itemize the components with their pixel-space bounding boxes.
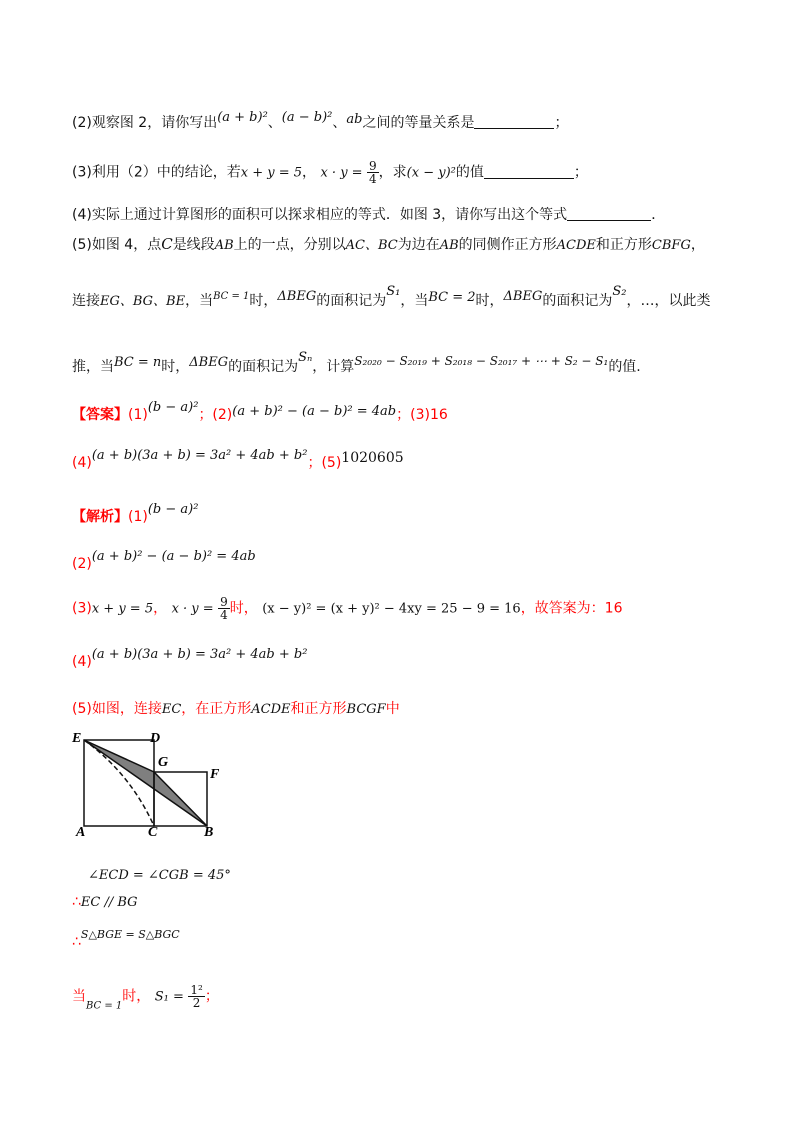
answer-line-1: [72, 400, 448, 424]
q5-bc-n: BC = n: [114, 355, 162, 370]
q5-text-2g: 的面积记为: [542, 293, 613, 309]
q2-lead: (2)观察图 2，请你写出: [72, 115, 218, 131]
q2-tail: 之间的等量关系是: [362, 115, 475, 131]
q5-sum-expression: S₂₀₂₀ − S₂₀₁₉ + S₂₀₁₈ − S₂₀₁₇ + ⋯ + S₂ − S₁: [354, 354, 609, 368]
q2-expr1: (a + b)²: [217, 110, 268, 125]
analysis-part-1: (1): [128, 509, 148, 525]
geometry-figure: [70, 728, 230, 838]
analysis-acde: ACDE: [251, 702, 291, 717]
s1-frac-num: 1²: [190, 983, 203, 997]
analysis-result: ，故答案为：16: [520, 600, 623, 617]
label-b: B: [204, 825, 214, 838]
answer-part-1: (1): [128, 407, 148, 423]
analysis-line-1: [72, 502, 198, 526]
q2-expr2: (a − b)²: [281, 110, 333, 125]
analysis-part-3: (3): [72, 600, 92, 617]
dashed-ec: [84, 740, 154, 826]
q5-s1: S₁: [386, 284, 401, 299]
analysis-cond-2: x · y =: [171, 601, 214, 617]
q2-end: ；: [554, 115, 569, 131]
answer-tag: 【答案】: [72, 407, 128, 423]
analysis-expr-4: (a + b)(3a + b) = 3a² + 4ab + b²: [91, 647, 308, 662]
analysis-tag: 【解析】: [72, 509, 128, 525]
answer-expr-1: (b − a)²: [147, 400, 199, 415]
analysis-calc: (x − y)² = (x + y)² − 4xy = 25 − 9 = 16: [262, 601, 521, 617]
s1-end: ；: [204, 988, 219, 1005]
q5-square-cbfg: CBFG: [651, 238, 691, 253]
triangle-beg: [84, 740, 207, 826]
q3-cond1: x + y = 5: [240, 165, 303, 181]
q3-lead: (3)利用（2）中的结论，若: [72, 164, 241, 181]
analysis-part-4: (4): [72, 654, 92, 670]
q3-mid: ，求: [378, 164, 407, 181]
answer-part-4: (4): [72, 455, 92, 471]
label-d: D: [150, 731, 161, 746]
analysis-line-4: [72, 646, 307, 670]
q5-text-3d: ，计算: [312, 359, 355, 375]
analysis-5-text-a: (5)如图，连接: [72, 701, 162, 717]
q5-text-1f: 和正方形: [595, 237, 652, 253]
analysis-5-text-c: 和正方形: [290, 701, 347, 717]
when-text-b: 时，: [122, 988, 151, 1005]
q3-expr: (x − y)²: [406, 165, 456, 181]
angle-equation: ∠ECD = ∠CGB = 45°: [88, 868, 231, 883]
analysis-line-3: [72, 596, 623, 621]
q5-text-1a: (5)如图 4，点: [72, 237, 162, 253]
label-g: G: [158, 755, 169, 770]
q4-end: ．: [651, 207, 666, 223]
q2-sep2: 、: [332, 115, 347, 131]
analysis-expr-1: (b − a)²: [147, 502, 199, 517]
answer-blank-3[interactable]: [484, 164, 574, 179]
answer-blank-4[interactable]: [567, 206, 651, 221]
analysis-expr-2: (a + b)² − (a − b)² = 4ab: [91, 549, 256, 564]
analysis-line-5: [72, 698, 400, 718]
analysis-line-2: [72, 548, 256, 572]
q3-comma: ，: [302, 164, 317, 181]
analysis-cond-sep: ，: [153, 600, 168, 617]
when-text-a: 当: [72, 988, 86, 1005]
q5-text-1e: 的同侧作正方形: [458, 237, 557, 253]
question-5-line-3: [72, 350, 641, 376]
s1-fraction: [188, 984, 204, 1009]
answer-sep-2: ；(3)16: [396, 407, 448, 423]
s1-line: [72, 984, 219, 1012]
q4-text: (4)实际上通过计算图形的面积可以探求相应的等式．如图 3，请你写出这个等式: [72, 207, 568, 223]
question-5-line-2: [72, 284, 710, 310]
q5-square-acde: ACDE: [556, 238, 596, 253]
q3-fraction: [367, 160, 379, 185]
q5-text-3a: 推，当: [72, 359, 114, 375]
area-equality: S△BGE = S△BGC: [80, 928, 180, 941]
q5-text-1d: 为边在: [397, 237, 440, 253]
question-4: [72, 204, 665, 224]
q5-text-1b: 是线段: [172, 237, 215, 253]
analysis-5-text-d: 中: [385, 701, 400, 717]
q5-ac-bc: AC、BC: [345, 238, 398, 253]
therefore-symbol-1: ∴: [72, 894, 81, 910]
q5-seg-ab-2: AB: [439, 238, 459, 253]
q5-text-3e: 的值.: [608, 359, 641, 375]
therefore-symbol-2: ∴: [72, 934, 81, 950]
question-5-line-1: [72, 234, 705, 254]
analysis-fraction: [218, 596, 230, 621]
answer-expr-4: (a + b)(3a + b) = 3a² + 4ab + b²: [91, 448, 308, 463]
q2-expr3: ab: [346, 112, 363, 127]
answer-value-5: 1020605: [341, 450, 404, 466]
s1-frac-den: 2: [192, 996, 201, 1010]
answer-line-2: [72, 448, 404, 472]
q5-segments: EG、BG、BE: [100, 294, 186, 309]
analysis-ec: EC: [161, 702, 182, 717]
q5-text-3b: 时，: [161, 359, 190, 375]
q5-point-c: C: [161, 235, 173, 253]
label-e: E: [72, 731, 82, 746]
answer-blank-2[interactable]: [474, 114, 554, 129]
therefore-parallel: [72, 894, 138, 910]
analysis-bcgf: BCGF: [346, 702, 386, 717]
q5-text-2c: 时，: [249, 293, 278, 309]
q5-text-2b: ，当: [185, 293, 214, 309]
label-c: C: [148, 825, 158, 838]
q5-triangle-1: ΔBEG: [277, 289, 317, 304]
question-2: [72, 110, 568, 132]
when-bc-1: BC = 1: [86, 1000, 123, 1012]
label-a: A: [76, 825, 86, 838]
q5-bc-2: BC = 2: [428, 290, 476, 305]
analysis-frac-den: 4: [220, 608, 228, 622]
q5-text-2h: ，…，以此类: [626, 293, 711, 309]
q5-triangle-3: ΔBEG: [189, 355, 229, 370]
q5-seg-ab: AB: [214, 238, 234, 253]
q3-frac-den: 4: [369, 172, 377, 186]
q5-text-2e: ，当: [400, 293, 429, 309]
question-3: (3)利用（2）中的结论，若x + y = 5， x · y = $\frac{9}{4}$ ，求(x − y)²的值 ；: [72, 159, 588, 186]
q5-text-2a: 连接: [72, 293, 100, 309]
answer-sep-4: ；(5): [307, 455, 342, 471]
q3-cond2: x · y =: [320, 165, 363, 181]
analysis-cond-1: x + y = 5: [91, 601, 154, 617]
q5-text-2f: 时，: [475, 293, 504, 309]
q5-bc-1: BC = 1: [213, 291, 250, 302]
q2-sep1: 、: [267, 115, 282, 131]
square-acde: [84, 740, 154, 826]
analysis-part-2: (2): [72, 556, 92, 572]
analysis-when: 时，: [229, 600, 258, 617]
analysis-frac-num: 9: [220, 595, 228, 609]
q5-text-1g: ，: [690, 237, 705, 253]
q5-triangle-2: ΔBEG: [503, 289, 543, 304]
q3-tail: 的值: [455, 164, 484, 181]
q5-text-3c: 的面积记为: [228, 359, 299, 375]
answer-expr-2: (a + b)² − (a − b)² = 4ab: [232, 404, 397, 419]
label-f: F: [210, 767, 220, 782]
therefore-area: [72, 926, 180, 950]
q5-text-1c: 上的一点，分别以: [233, 237, 346, 253]
q5-text-2d: 的面积记为: [316, 293, 387, 309]
q3-frac-num: 9: [369, 159, 377, 173]
s1-equation: S₁ =: [154, 989, 184, 1005]
analysis-5-text-b: ，在正方形: [181, 701, 252, 717]
q5-sn: Sₙ: [298, 350, 313, 365]
parallel-statement: EC // BG: [80, 895, 138, 910]
q5-s2: S₂: [612, 284, 627, 299]
answer-sep-1: ；(2): [198, 407, 233, 423]
